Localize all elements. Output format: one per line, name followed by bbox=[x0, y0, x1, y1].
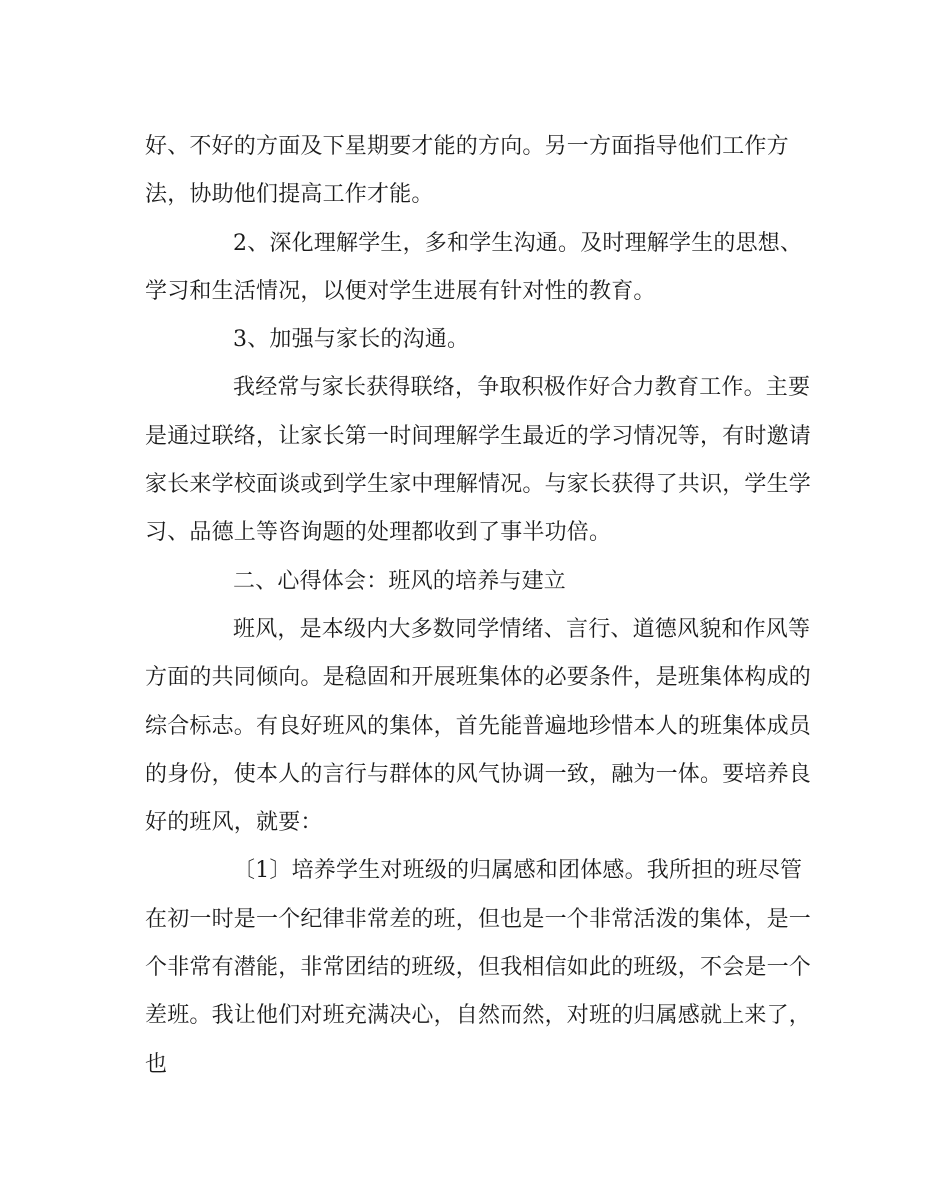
paragraph-item-3: 3、加强与家长的沟通。 bbox=[233, 327, 470, 353]
paragraph-belonging: 〔1〕培养学生对班级的归属感和团体感。我所担的班尽管在初一时是一个纪律非常差的班，但也是一个非常活泼的集体，是一个非常有潜能，非常团结的班级，但我相信如此的班级，不会是一个差班。我让他们对班充满决心，自然而然，对班的归属感就上来了，也 bbox=[145, 858, 812, 1077]
paragraph-item-2: 2、深化理解学生，多和学生沟通。及时理解学生的思想、学习和生活情况，以便对学生进展有针对性的教育。 bbox=[145, 230, 803, 304]
body-text bbox=[145, 123, 815, 1089]
paragraph-continuation: 好、不好的方面及下星期要才能的方向。另一方面指导他们工作方法，协助他们提高工作才能。 bbox=[145, 134, 789, 208]
paragraph-class-spirit: 班风，是本级内大多数同学情绪、言行、道德风貌和作风等方面的共同倾向。是稳固和开展班集体的必要条件，是班集体构成的综合标志。有良好班风的集体，首先能普遍地珍惜本人的班集体成员的身份，使本人的言行与群体的风气协调一致，融为一体。要培养良好的班风，就要： bbox=[145, 616, 812, 836]
paragraph-parent-contact: 我经常与家长获得联络，争取积极作好合力教育工作。主要是通过联络，让家长第一时间理解学生最近的学习情况等，有时邀请家长来学校面谈或到学生家中理解情况。与家长获得了共识，学生学习、品德上等咨询题的处理都收到了事半功倍。 bbox=[145, 375, 812, 546]
section-heading-experience: 二、心得体会：班风的培养与建立 bbox=[233, 568, 567, 594]
